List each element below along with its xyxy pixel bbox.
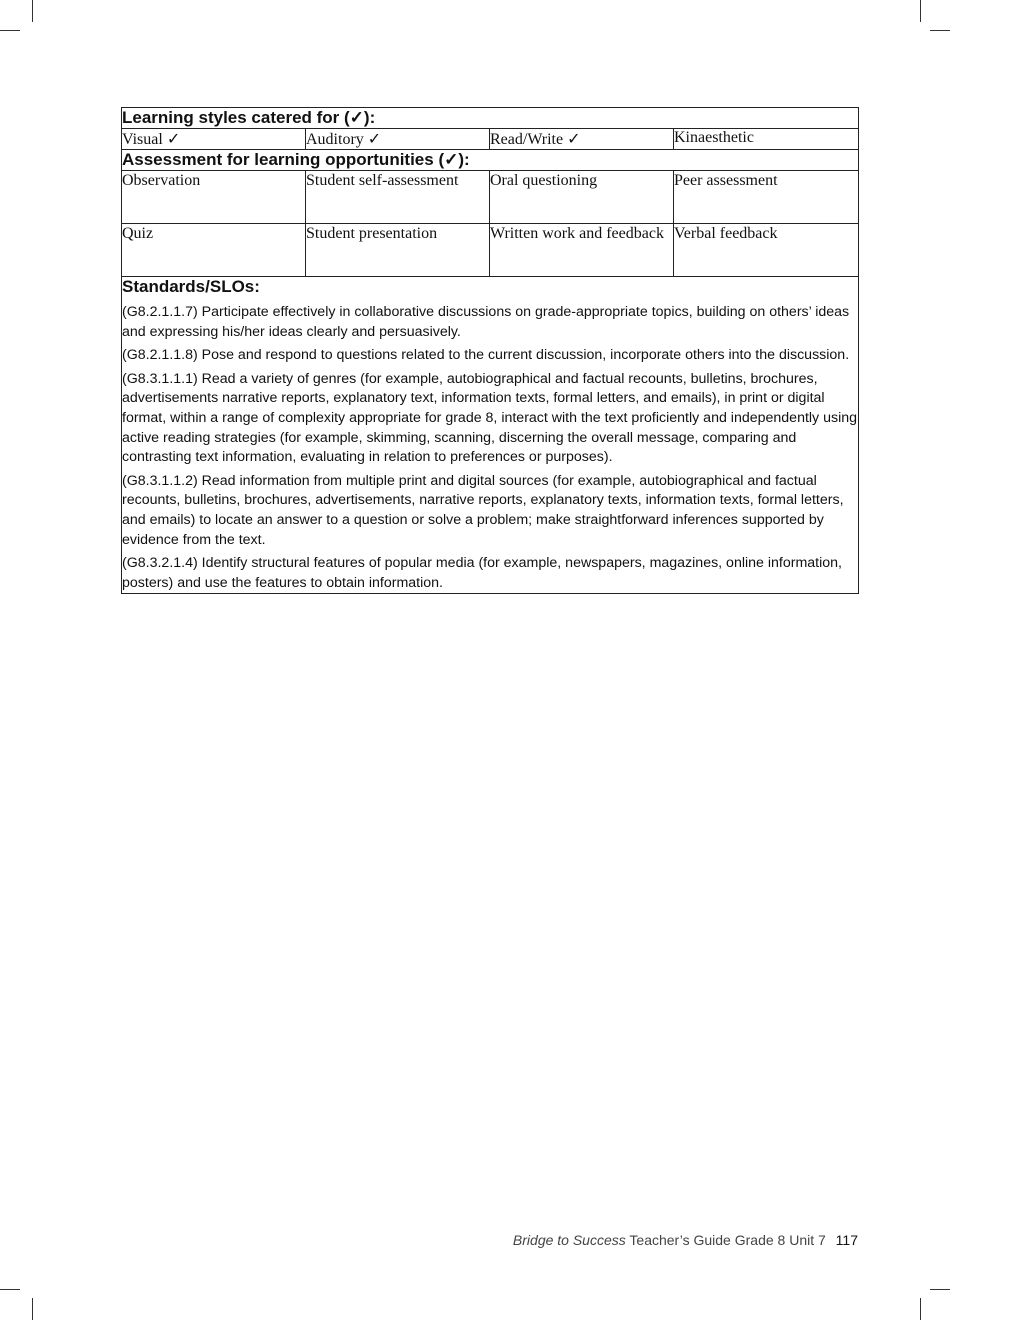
learning-style-kinaesthetic: Kinaesthetic (674, 129, 859, 150)
assessment-oral-questioning: Oral questioning (490, 171, 674, 224)
learning-styles-heading: Learning styles catered for (✓): (122, 108, 859, 129)
footer-series-title: Bridge to Success (512, 1232, 626, 1248)
assessment-observation: Observation (122, 171, 306, 224)
lesson-plan-table (121, 107, 859, 594)
page-footer (513, 1232, 858, 1248)
crop-mark-top-right-h (930, 30, 950, 31)
crop-mark-bottom-left-v (32, 1298, 33, 1320)
standard-item: (G8.3.1.1.2) Read information from multiple print and digital sources (for example, autobiographical and factual recounts, bulletins, brochures, advertisements, narrative reports, explanatory texts, information texts, formal letters, and emails) to locate an answer to a question or solve a problem; make straightforward inferences supported by evidence from the text. (122, 472, 844, 548)
crop-mark-top-left-h (0, 30, 20, 31)
assessment-header-row (122, 150, 859, 171)
standard-item: (G8.2.1.1.8) Pose and respond to questions related to the current discussion, incorporate others into the discussion. (122, 347, 850, 364)
learning-style-read-write: Read/Write ✓ (490, 129, 674, 150)
footer-guide-label: Teacher’s Guide Grade 8 Unit 7 (629, 1232, 826, 1248)
crop-mark-top-right-v (920, 0, 921, 22)
standards-row (122, 277, 859, 594)
assessment-quiz: Quiz (122, 224, 306, 277)
assessment-student-self-assessment: Student self-assessment (306, 171, 490, 224)
learning-styles-header-row (122, 108, 859, 129)
assessment-peer-assessment: Peer assessment (674, 171, 859, 224)
learning-style-auditory: Auditory ✓ (306, 129, 490, 150)
crop-mark-bottom-right-h (930, 1289, 950, 1290)
crop-mark-bottom-left-h (0, 1289, 20, 1290)
learning-styles-row (122, 129, 859, 150)
assessment-row-1 (122, 171, 859, 224)
assessment-student-presentation: Student presentation (306, 224, 490, 277)
standards-heading: Standards/SLOs: (122, 277, 260, 296)
crop-mark-top-left-v (32, 0, 33, 22)
assessment-heading: Assessment for learning opportunities (✓): (122, 150, 859, 171)
assessment-verbal-feedback: Verbal feedback (674, 224, 859, 277)
standard-item: (G8.2.1.1.7) Participate effectively in collaborative discussions on grade-appropriate topics, building on others’ ideas and expressing his/her ideas clearly and persuasively. (122, 304, 850, 340)
page-number: 117 (835, 1232, 858, 1248)
standard-item: (G8.3.2.1.4) Identify structural features of popular media (for example, newspapers, magazines, online information, posters) and use the features to obtain information. (122, 555, 842, 591)
assessment-written-work: Written work and feedback (490, 224, 674, 277)
standard-item: (G8.3.1.1.1) Read a variety of genres (for example, autobiographical and factual recounts, bulletins, brochures, advertisements narrative reports, explanatory text, information texts, formal letters, and emails), in print or digital format, within a range of complexity appropriate for grade 8, interact with the text proficiently and independently using active reading strategies (for example, skimming, scanning, discerning the overall message, comparing and contrasting text information, evaluating in relation to preferences or purposes). (122, 370, 858, 466)
standards-cell (122, 277, 859, 594)
assessment-row-2 (122, 224, 859, 277)
learning-style-visual: Visual ✓ (122, 129, 306, 150)
crop-mark-bottom-right-v (920, 1298, 921, 1320)
